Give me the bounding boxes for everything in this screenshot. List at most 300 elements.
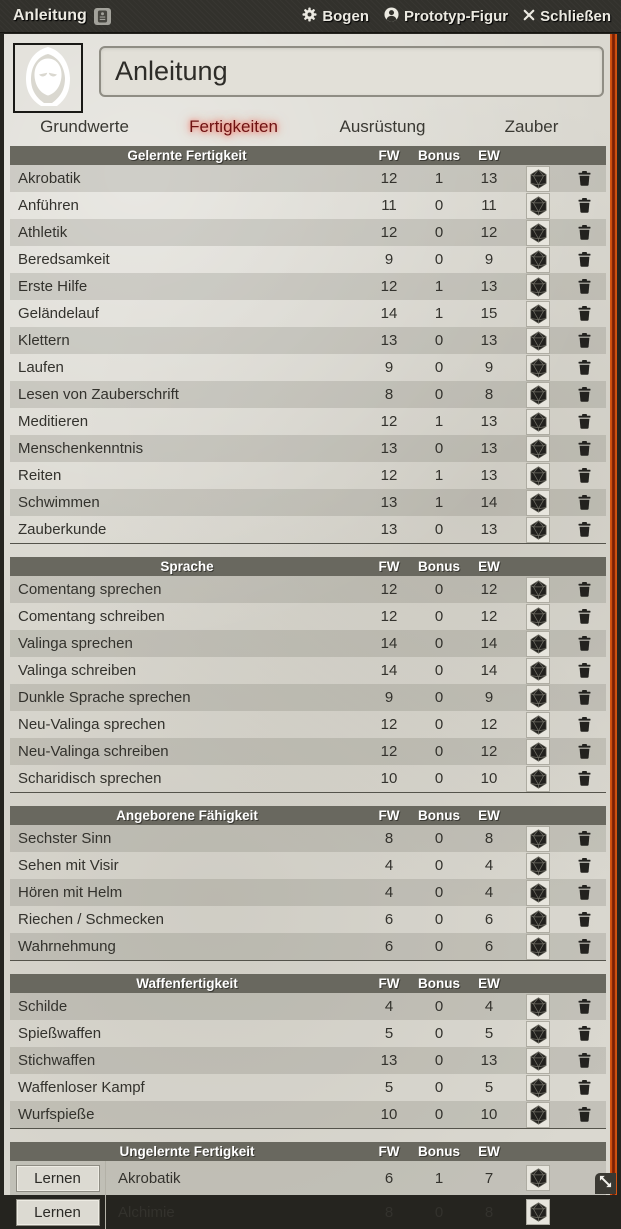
trash-icon[interactable]	[578, 744, 591, 759]
skill-ew-value: 12	[480, 716, 498, 733]
skill-name: Meditieren	[18, 413, 89, 430]
trash-icon[interactable]	[578, 663, 591, 678]
skill-table	[10, 1142, 606, 1229]
skill-bonus-value: 0	[434, 857, 444, 874]
schliessen-button[interactable]	[523, 8, 611, 25]
table-rows	[10, 825, 606, 960]
table-row	[10, 765, 606, 792]
character-portrait[interactable]	[13, 43, 83, 113]
tab-grundwerte[interactable]: Grundwerte	[40, 117, 129, 136]
skill-fw-value: 12	[380, 413, 398, 430]
skill-fw-value: 14	[380, 635, 398, 652]
roll-d20-button[interactable]	[526, 355, 550, 381]
skill-fw-value: 12	[380, 608, 398, 625]
skill-fw-value: 9	[384, 359, 394, 376]
skill-bonus-value: 0	[434, 1079, 444, 1096]
roll-d20-button[interactable]	[526, 436, 550, 462]
table-row	[10, 1020, 606, 1047]
skill-ew-value: 12	[480, 608, 498, 625]
trash-icon[interactable]	[578, 306, 591, 321]
skill-fw-value: 12	[380, 224, 398, 241]
unlearned-skill-row	[10, 1195, 606, 1229]
column-header-fw: FW	[378, 148, 400, 163]
skill-bonus-value: 0	[434, 716, 444, 733]
prototyp-figur-label: Prototyp-Figur	[403, 7, 509, 25]
table-row	[10, 684, 606, 711]
table-row	[10, 435, 606, 462]
skill-bonus-value: 0	[434, 359, 444, 376]
table-row	[10, 1074, 606, 1101]
skill-name: Comentang schreiben	[18, 608, 165, 625]
resize-arrows-icon	[599, 1175, 612, 1193]
table-row	[10, 630, 606, 657]
skill-table	[10, 557, 606, 793]
titlebar-actions	[302, 7, 611, 26]
skill-fw-value: 12	[380, 743, 398, 760]
skill-name: Neu-Valinga sprechen	[18, 716, 166, 733]
skill-name: Zauberkunde	[18, 521, 107, 538]
skill-ew-value: 13	[480, 413, 498, 430]
skill-bonus-value: 0	[434, 1052, 444, 1069]
skill-name: Sechster Sinn	[18, 830, 112, 847]
hooded-figure-icon	[19, 46, 77, 111]
skill-fw-value: 6	[384, 911, 394, 928]
skill-name: Lesen von Zauberschrift	[18, 386, 179, 403]
gear-icon	[302, 7, 317, 26]
roll-d20-button[interactable]	[526, 274, 550, 300]
table-row	[10, 1047, 606, 1074]
skill-bonus-value: 0	[434, 386, 444, 403]
skill-fw-value: 9	[384, 689, 394, 706]
skill-ew-value: 4	[484, 857, 494, 874]
skill-fw-value: 10	[380, 770, 398, 787]
skill-name: Reiten	[18, 467, 62, 484]
skill-fw-value: 12	[380, 170, 398, 187]
bogen-label: Bogen	[322, 7, 369, 25]
skill-name: Neu-Valinga schreiben	[18, 743, 169, 760]
skill-bonus-value: 0	[434, 911, 444, 928]
trash-icon[interactable]	[578, 225, 591, 240]
unlearned-skill-row	[10, 1161, 606, 1195]
skill-ew-value: 13	[480, 170, 498, 187]
table-row	[10, 993, 606, 1020]
trash-icon[interactable]	[578, 582, 591, 597]
skill-ew-value: 13	[480, 332, 498, 349]
skill-ew-value: 6	[484, 938, 494, 955]
skill-bonus-value: 0	[434, 998, 444, 1015]
table-row	[10, 219, 606, 246]
table-title: Waffenfertigkeit	[136, 976, 238, 991]
skill-name: Menschenkenntnis	[18, 440, 144, 457]
skill-bonus-value: 1	[434, 494, 444, 511]
person-icon	[384, 7, 399, 26]
table-row	[10, 192, 606, 219]
skill-ew-value: 7	[484, 1169, 494, 1187]
trash-icon[interactable]	[578, 831, 591, 846]
table-row	[10, 852, 606, 879]
skill-bonus-value: 0	[434, 770, 444, 787]
skill-bonus-value: 0	[434, 608, 444, 625]
table-row	[10, 657, 606, 684]
column-header-bonus: Bonus	[418, 148, 460, 163]
trash-icon[interactable]	[578, 1107, 591, 1122]
skill-ew-value: 12	[480, 581, 498, 598]
bogen-button[interactable]	[302, 7, 369, 26]
skill-bonus-value: 1	[434, 413, 444, 430]
table-rows	[10, 1161, 606, 1229]
roll-d20-button[interactable]	[526, 577, 550, 603]
skill-bonus-value: 0	[434, 830, 444, 847]
table-row	[10, 408, 606, 435]
skill-ew-value: 5	[484, 1025, 494, 1042]
skill-fw-value: 12	[380, 467, 398, 484]
trash-icon[interactable]	[578, 717, 591, 732]
skill-name: Hören mit Helm	[18, 884, 123, 901]
skill-name: Erste Hilfe	[18, 278, 88, 295]
trash-icon[interactable]	[578, 468, 591, 483]
skill-name: Akrobatik	[18, 170, 81, 187]
character-name-wrap	[99, 46, 604, 97]
roll-d20-button[interactable]	[526, 826, 550, 852]
table-row	[10, 300, 606, 327]
roll-d20-button[interactable]	[526, 328, 550, 354]
skill-fw-value: 13	[380, 1052, 398, 1069]
trash-icon[interactable]	[578, 939, 591, 954]
table-row	[10, 462, 606, 489]
skill-bonus-value: 0	[434, 224, 444, 241]
roll-d20-button[interactable]	[526, 382, 550, 408]
skill-bonus-value: 0	[434, 581, 444, 598]
roll-d20-button[interactable]	[526, 1102, 550, 1128]
column-header-fw: FW	[378, 559, 400, 574]
skill-name: Wahrnehmung	[18, 938, 116, 955]
skill-name: Laufen	[18, 359, 64, 376]
column-header-ew: EW	[478, 808, 500, 823]
skill-ew-value: 12	[480, 743, 498, 760]
skill-name: Geländelauf	[18, 305, 99, 322]
character-header	[10, 41, 606, 113]
skill-name: Wurfspieße	[18, 1106, 95, 1123]
trash-icon[interactable]	[578, 198, 591, 213]
trash-icon[interactable]	[578, 771, 591, 786]
table-row	[10, 1101, 606, 1128]
skill-ew-value: 8	[484, 386, 494, 403]
schliessen-label: Schließen	[540, 7, 611, 25]
roll-d20-button[interactable]	[526, 685, 550, 711]
table-row	[10, 273, 606, 300]
skill-name: Schwimmen	[18, 494, 100, 511]
skill-fw-value: 12	[380, 716, 398, 733]
skill-fw-value: 10	[380, 1106, 398, 1123]
skill-name: Sehen mit Visir	[18, 857, 119, 874]
character-name-input[interactable]	[99, 46, 604, 97]
skill-bonus-value: 1	[434, 467, 444, 484]
skill-ew-value: 6	[484, 911, 494, 928]
table-row	[10, 165, 606, 192]
prototyp-figur-button[interactable]	[384, 7, 508, 26]
lernen-button[interactable]: Lernen	[16, 1165, 100, 1192]
skill-name: Stichwaffen	[18, 1052, 96, 1069]
skill-ew-value: 10	[480, 770, 498, 787]
tab-bar	[10, 114, 606, 141]
trash-icon[interactable]	[578, 171, 591, 186]
trash-icon[interactable]	[578, 609, 591, 624]
skill-name: Dunkle Sprache sprechen	[18, 689, 191, 706]
skill-fw-value: 6	[384, 1169, 394, 1187]
table-rows	[10, 576, 606, 792]
table-row	[10, 711, 606, 738]
skill-ew-value: 13	[480, 521, 498, 538]
skill-name: Alchimie	[118, 1203, 175, 1221]
trash-icon[interactable]	[578, 885, 591, 900]
table-row	[10, 354, 606, 381]
table-row	[10, 489, 606, 516]
table-title: Angeborene Fähigkeit	[116, 808, 258, 823]
skill-ew-value: 14	[480, 635, 498, 652]
skill-ew-value: 13	[480, 440, 498, 457]
table-header	[10, 974, 606, 993]
skill-bonus-value: 0	[434, 440, 444, 457]
trash-icon[interactable]	[578, 1053, 591, 1068]
skill-ew-value: 4	[484, 998, 494, 1015]
skill-bonus-value: 0	[434, 938, 444, 955]
skill-name: Valinga schreiben	[18, 662, 137, 679]
table-header	[10, 557, 606, 576]
skill-name: Klettern	[18, 332, 70, 349]
skill-bonus-value: 0	[434, 197, 444, 214]
trash-icon[interactable]	[578, 333, 591, 348]
skill-bonus-value: 0	[434, 521, 444, 538]
roll-d20-button[interactable]	[526, 766, 550, 792]
resize-handle[interactable]	[595, 1173, 616, 1194]
column-header-fw: FW	[378, 976, 400, 991]
trash-icon[interactable]	[578, 387, 591, 402]
skill-name: Akrobatik	[118, 1169, 181, 1187]
trash-icon[interactable]	[578, 414, 591, 429]
tab-ausruestung[interactable]: Ausrüstung	[339, 117, 426, 136]
roll-d20-button[interactable]	[526, 517, 550, 543]
scrollbar[interactable]	[610, 34, 617, 1195]
table-row	[10, 603, 606, 630]
roll-d20-button[interactable]	[526, 712, 550, 738]
skill-ew-value: 15	[480, 305, 498, 322]
trash-icon[interactable]	[578, 252, 591, 267]
table-header	[10, 806, 606, 825]
skill-fw-value: 9	[384, 251, 394, 268]
skill-bonus-value: 1	[434, 170, 444, 187]
table-row	[10, 738, 606, 765]
trash-icon[interactable]	[578, 522, 591, 537]
skill-fw-value: 4	[384, 857, 394, 874]
skill-ew-value: 13	[480, 1052, 498, 1069]
roll-d20-button[interactable]	[526, 631, 550, 657]
skill-table	[10, 806, 606, 961]
trash-icon[interactable]	[578, 1080, 591, 1095]
skill-ew-value: 12	[480, 224, 498, 241]
skill-bonus-value: 0	[434, 635, 444, 652]
table-row	[10, 906, 606, 933]
skill-ew-value: 11	[481, 197, 497, 214]
tab-fertigkeiten[interactable]: Fertigkeiten	[189, 117, 278, 136]
trash-icon[interactable]	[578, 1026, 591, 1041]
table-row	[10, 516, 606, 543]
trash-icon[interactable]	[578, 495, 591, 510]
roll-d20-button[interactable]	[526, 1021, 550, 1047]
skill-fw-value: 5	[384, 1079, 394, 1096]
window-title: Anleitung	[13, 7, 87, 24]
skill-name: Schilde	[18, 998, 68, 1015]
skill-fw-value: 8	[384, 386, 394, 403]
trash-icon[interactable]	[578, 360, 591, 375]
table-row	[10, 246, 606, 273]
roll-d20-button[interactable]	[526, 1075, 550, 1101]
skill-ew-value: 14	[480, 494, 498, 511]
table-row	[10, 879, 606, 906]
skill-name: Athletik	[18, 224, 68, 241]
roll-d20-button[interactable]	[526, 853, 550, 879]
skill-ew-value: 8	[484, 830, 494, 847]
skill-fw-value: 13	[380, 494, 398, 511]
skill-ew-value: 9	[484, 251, 494, 268]
table-row	[10, 381, 606, 408]
close-icon	[523, 8, 535, 25]
column-header-fw: FW	[378, 808, 400, 823]
trash-icon[interactable]	[578, 858, 591, 873]
skill-fw-value: 13	[380, 440, 398, 457]
skill-name: Scharidisch sprechen	[18, 770, 162, 787]
skill-ew-value: 13	[480, 467, 498, 484]
skill-bonus-value: 0	[434, 884, 444, 901]
column-header-bonus: Bonus	[418, 808, 460, 823]
trash-icon[interactable]	[578, 441, 591, 456]
skill-name: Comentang sprechen	[18, 581, 162, 598]
column-header-bonus: Bonus	[418, 976, 460, 991]
column-header-fw: FW	[378, 1144, 400, 1159]
titlebar	[0, 0, 621, 33]
column-header-bonus: Bonus	[418, 559, 460, 574]
column-header-ew: EW	[478, 148, 500, 163]
skill-name: Spießwaffen	[18, 1025, 102, 1042]
skill-fw-value: 14	[380, 305, 398, 322]
skill-bonus-value: 0	[434, 1203, 444, 1221]
column-header-bonus: Bonus	[418, 1144, 460, 1159]
skill-bonus-value: 0	[434, 1025, 444, 1042]
table-title: Ungelernte Fertigkeit	[119, 1144, 255, 1159]
skill-fw-value: 5	[384, 1025, 394, 1042]
roll-d20-button[interactable]	[526, 907, 550, 933]
roll-d20-button[interactable]	[526, 463, 550, 489]
skill-bonus-value: 0	[434, 332, 444, 349]
table-row	[10, 825, 606, 852]
roll-d20-button[interactable]	[526, 301, 550, 327]
content-area	[4, 34, 610, 1221]
skill-bonus-value: 0	[434, 689, 444, 706]
table-rows	[10, 993, 606, 1128]
skill-ew-value: 5	[484, 1079, 494, 1096]
skill-ew-value: 9	[484, 359, 494, 376]
lernen-button[interactable]: Lernen	[16, 1199, 100, 1226]
skill-fw-value: 8	[384, 1203, 394, 1221]
skill-fw-value: 4	[384, 998, 394, 1015]
table-row	[10, 327, 606, 354]
skill-name: Anführen	[18, 197, 79, 214]
skill-name: Riechen / Schmecken	[18, 911, 164, 928]
skill-bonus-value: 0	[434, 743, 444, 760]
roll-d20-button[interactable]	[526, 490, 550, 516]
tab-zauber[interactable]: Zauber	[504, 117, 559, 136]
roll-d20-button[interactable]	[526, 166, 550, 192]
column-header-ew: EW	[478, 1144, 500, 1159]
skill-table	[10, 146, 606, 544]
table-row	[10, 933, 606, 960]
skill-name: Valinga sprechen	[18, 635, 133, 652]
table-header	[10, 146, 606, 165]
skill-bonus-value: 1	[434, 1169, 444, 1187]
skill-table	[10, 974, 606, 1129]
table-title: Gelernte Fertigkeit	[127, 148, 247, 163]
skill-fw-value: 13	[380, 332, 398, 349]
skill-tables	[10, 146, 606, 1229]
roll-d20-button[interactable]	[526, 739, 550, 765]
roll-d20-button[interactable]	[526, 220, 550, 246]
roll-d20-button[interactable]	[526, 193, 550, 219]
roll-d20-button[interactable]	[526, 1199, 550, 1225]
roll-d20-button[interactable]	[526, 409, 550, 435]
skill-bonus-value: 0	[434, 1106, 444, 1123]
skill-name: Beredsamkeit	[18, 251, 110, 268]
roll-d20-button[interactable]	[526, 1165, 550, 1191]
column-header-ew: EW	[478, 559, 500, 574]
trash-icon[interactable]	[578, 999, 591, 1014]
skill-fw-value: 6	[384, 938, 394, 955]
skill-fw-value: 4	[384, 884, 394, 901]
trash-icon[interactable]	[578, 912, 591, 927]
roll-d20-button[interactable]	[526, 880, 550, 906]
skill-bonus-value: 0	[434, 662, 444, 679]
skill-fw-value: 11	[381, 197, 397, 214]
roll-d20-button[interactable]	[526, 994, 550, 1020]
roll-d20-button[interactable]	[526, 1048, 550, 1074]
column-header-ew: EW	[478, 976, 500, 991]
table-row	[10, 576, 606, 603]
table-title: Sprache	[160, 559, 214, 574]
character-sheet-icon	[94, 8, 111, 25]
skill-bonus-value: 0	[434, 251, 444, 268]
skill-fw-value: 12	[380, 278, 398, 295]
skill-name: Waffenloser Kampf	[18, 1079, 145, 1096]
roll-d20-button[interactable]	[526, 934, 550, 960]
skill-ew-value: 13	[480, 278, 498, 295]
skill-ew-value: 10	[480, 1106, 498, 1123]
skill-ew-value: 9	[484, 689, 494, 706]
skill-ew-value: 4	[484, 884, 494, 901]
skill-fw-value: 13	[380, 521, 398, 538]
skill-bonus-value: 1	[434, 278, 444, 295]
table-rows	[10, 165, 606, 543]
skill-fw-value: 14	[380, 662, 398, 679]
skill-bonus-value: 1	[434, 305, 444, 322]
roll-d20-button[interactable]	[526, 658, 550, 684]
trash-icon[interactable]	[578, 690, 591, 705]
roll-d20-button[interactable]	[526, 604, 550, 630]
skill-fw-value: 8	[384, 830, 394, 847]
trash-icon[interactable]	[578, 636, 591, 651]
roll-d20-button[interactable]	[526, 247, 550, 273]
skill-ew-value: 14	[480, 662, 498, 679]
table-header	[10, 1142, 606, 1161]
trash-icon[interactable]	[578, 279, 591, 294]
skill-fw-value: 12	[380, 581, 398, 598]
